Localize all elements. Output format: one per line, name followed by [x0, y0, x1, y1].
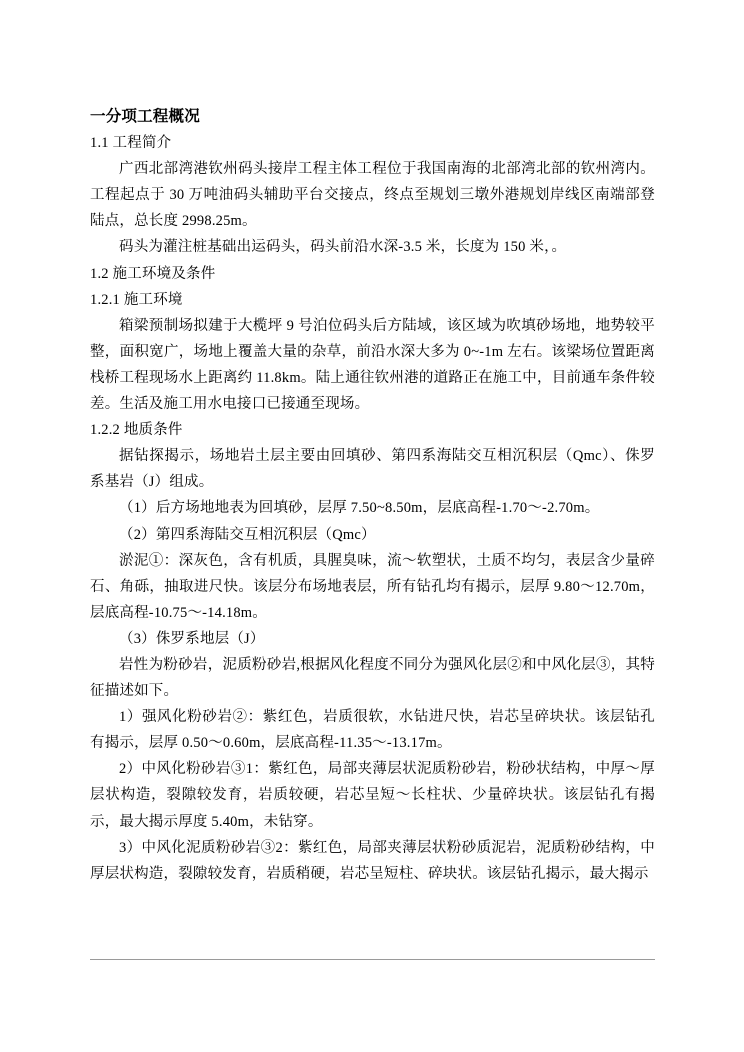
section-1-2-title: 1.2 施工环境及条件 [90, 265, 216, 282]
para-weathered-sandstone-1: 1）强风化粉砂岩②：紫红色，岩质很软，水钻进尺快，岩芯呈碎块状。该层钻孔有揭示，层厚 0.50～0.60m，层底高程-11.35～-13.17m。 [90, 709, 655, 752]
para-geology-item-2: （2）第四系海陆交互相沉积层（Qmc） [119, 526, 376, 543]
document-body [90, 104, 655, 887]
para-geology-overview: 据钻探揭示，场地岩土层主要由回填砂、第四系海陆交互相沉积层（Qmc）、侏罗系基岩（J）组成。 [90, 448, 655, 491]
para-rock-lithology: 岩性为粉砂岩，泥质粉砂岩,根据风化程度不同分为强风化层②和中风化层③，其特征描述如下。 [90, 656, 655, 700]
para-silt-layer: 淤泥①：深灰色，含有机质，具腥臭味，流～软塑状，土质不均匀，表层含少量碎石、角砾，抽取进尺快。该层分布场地表层，所有钻孔均有揭示，层厚 9.80～12.70m，层底高程-10.75～-14.18m。 [90, 552, 655, 621]
para-weathered-sandstone-2: 2）中风化粉砂岩③1：紫红色，局部夹薄层状泥质粉砂岩，粉砂状结构，中厚～厚层状构造，裂隙较发育，岩质较硬，岩芯呈短～长柱状、少量碎块状。该层钻孔有揭示，最大揭示厚度 5.40m，未钻穿。 [90, 761, 655, 830]
footer-divider [90, 959, 655, 960]
para-geology-item-1: （1）后方场地地表为回填砂，层厚 7.50~8.50m，层底高程-1.70～-2.70m。 [119, 500, 600, 517]
para-geology-item-3: （3）侏罗系地层（J） [119, 630, 265, 647]
para-project-intro: 广西北部湾港钦州码头接岸工程主体工程位于我国南海的北部湾北部的钦州湾内。工程起点于 30 万吨油码头辅助平台交接点，终点至规划三墩外港规划岸线区南端部登陆点，总长度 2998.25m。 [90, 161, 655, 230]
section-1-1-title: 1.1 工程简介 [90, 135, 172, 152]
para-wharf-description: 码头为灌注桩基础出运码头，码头前沿水深-3.5 米，长度为 150 米，。 [119, 239, 567, 256]
para-weathered-sandstone-3: 3）中风化泥质粉砂岩③2：紫红色，局部夹薄层状粉砂质泥岩，泥质粉砂结构，中厚层状构造，裂隙较发育，岩质稍硬，岩芯呈短柱、碎块状。该层钻孔揭示，最大揭示 [90, 839, 655, 882]
section-1-2-2-title: 1.2.2 地质条件 [90, 422, 183, 439]
heading-project-overview: 一分项工程概况 [90, 108, 200, 125]
para-construction-environment: 箱梁预制场拟建于大榄坪 9 号泊位码头后方陆域，该区域为吹填砂场地，地势较平整，面积宽广，场地上覆盖大量的杂草，前沿水深大多为 0~-1m 左右。该梁场位置距离栈桥工程现场水上距离约 11.8km。陆上通往钦州港的道路正在施工中，目前通车条件较差。生活及施工用水电接口已接通至现场。 [90, 317, 655, 413]
section-1-2-1-title: 1.2.1 施工环境 [90, 291, 183, 308]
